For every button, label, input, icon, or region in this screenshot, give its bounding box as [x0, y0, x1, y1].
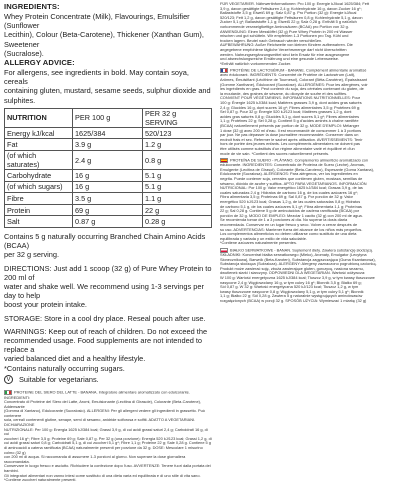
french-line: mode de vie sain. *Contient des sucres naturellement présents. [220, 150, 330, 156]
french-line: Arômes, Émulsifiant (Lécithine de Tournesol), Colorant (Bêta-Carotène), Épaississant [220, 77, 367, 83]
french-line: CONVIENT POUR VÉGÉTARIENS. INFORMATIONS NUTRITIONNELLES: Pour [220, 95, 361, 101]
french-line: 2,4 g; Glucides 16 g, dont sucres 16 g*; Fibres alimentaires 3,5 g; Protéines 69 g; [220, 104, 361, 110]
french-line: par jour. Ne pas dépasser la dose journalière recommandée. Conserver dans un [220, 132, 359, 138]
nutrient-name: Carbohydrate [5, 170, 73, 182]
nutrient-name: Protein [5, 204, 73, 216]
italian-line: Conservare in luogo fresco e asciutto. Richiudere la confezione dopo l'uso. AVVERTENZE: Tenere fuori dalla portata dei bambini. [4, 463, 211, 473]
german-line: *Enthält natürlich vorkommenden Zucker. [220, 60, 292, 66]
vegetarian-row [4, 375, 212, 385]
french-line: 1,1 g; Protéines 22 g; Sel 0,28 g. Contient 5 g d'acides aminés à chaîne ramifiée [220, 118, 359, 124]
polish-line: Produkt może zawierać soję, zboża zawierające gluten, gorczycę, nasiona sezamu, [220, 265, 364, 271]
nutrient-name: (of which saturates) [5, 151, 73, 170]
italian-line: cui acidi grassi saturi 0,8 g; Carboidrati 5,1 g, di cui zuccheri 5,1 g*; Fibre 1,1 g; Proteine 22 g; Sale 0,28 g. Contiene 5 g [4, 440, 211, 446]
nutrition-header-row [5, 108, 212, 127]
italian-line: Concentrato di Proteine del Siero del Latte, Aromi, Emulsionante (Lecitina di Girasole), Colorante (Beta-Carotene), Addensante [4, 399, 202, 409]
nutrient-name: Energy kJ/kcal [5, 127, 73, 139]
warnings-line: varied balanced diet and a healthy lifestyle. [4, 354, 146, 364]
spanish-line: porción de 32 g. MODO DE EMPLEO: Mezclar 1 cacito (32 g) con 200 ml de agua. [220, 212, 363, 218]
directions-line: water and shake well. We recommend using 1-3 servings per day to help [4, 282, 204, 301]
italian-line: *Contiene zuccheri naturalmente presenti. [4, 477, 77, 483]
spanish-block [220, 158, 398, 246]
spanish-line: Se recomienda tomar de 1 a 3 porciones al día. No superar la dosis diaria [220, 217, 348, 223]
allergy-heading: ALLERGY ADVICE: [4, 58, 75, 68]
storage-text: STORAGE: Store in a cool dry place. Reseal pouch after use. [4, 313, 206, 323]
german-line: AUFBEWAHRUNG: Außer Reichweite von kleinen Kindern aufbewahren. Die [220, 42, 353, 48]
per-100g-value: 69 g [73, 204, 143, 216]
spanish-line: Edulcorante (Sucralosa). ALÉRGENOS: Para alérgenos, ver los ingredientes en [220, 171, 358, 177]
spanish-line: Los complementos alimenticios no deben utilizarse como sustituto de una dieta [220, 231, 357, 237]
spanish-line: edulcorante. INGREDIENTES: Concentrado de Proteína de Suero (Leche), Aromas, [220, 162, 365, 168]
italian-line: (Gomma di Xantano), Edulcorante (Sucralosio). ALLERGENI: Per gli allergeni vedere gli ingredienti in grassetto. Può contenere [4, 408, 205, 418]
german-line: vorkommende verzweigtkettige Aminosäuren (BCAA) pro Portion von 32 g. [220, 23, 349, 29]
spanish-line: Fibra alimentaria 3,5 g; Proteínas 69 g; Sal 0,87 g. Por porción de 32 g: Valor [220, 194, 353, 200]
polish-line: Słonecznikowa), Barwnik (Beta-Karoten), Substancja zagęszczająca (Guma Ksantanowa), [220, 256, 376, 262]
french-line: endroit frais et sec. Refermer le sachet après utilisation. AVERTISSEMENTS: Tenir [220, 136, 363, 142]
allergy-text [4, 68, 212, 105]
nutrient-name: Salt [5, 216, 73, 228]
per-serving-value: 1.2 g [143, 139, 212, 151]
per-serving-value: 5.1 g [143, 170, 212, 182]
french-line: (Gomme Xanthane), Édulcorant (Sucralose). ALLERGÈNES: Pour les allergènes, voir [220, 81, 368, 87]
spanish-line: *Contiene azúcares naturalmente presentes. [220, 240, 297, 246]
per-serving-value: 0.28 g [143, 216, 212, 228]
per-100g-value: 0.87 g [73, 216, 143, 228]
vegetarian-label: Suitable for vegetarians. [19, 374, 99, 384]
german-line: angegebene empfohlene tägliche Verzehrsmenge darf nicht überschritten [220, 46, 347, 52]
per-100g-value: 3.9 g [73, 139, 143, 151]
spanish-line: su uso. ADVERTENCIAS: Mantener fuera del alcance de los niños más pequeños. [220, 226, 363, 232]
german-block [220, 2, 398, 66]
spanish-line: PROTEÍNA DE SUERO - PLÁTANO. Complemento alimenticio aromatizado con [230, 157, 369, 163]
spanish-line: 22 g; Sal 0,28 g. Contiene 5 g de aminoácidos de cadena ramificada (BCAA) por [220, 208, 360, 214]
ingredients-text [4, 12, 212, 58]
ingredients-line: Lecithin), Colour (Beta-Carotene), Thickener (Xanthan Gum), Sweetener [4, 30, 204, 49]
nutrition-header: PER 100 g [73, 108, 143, 127]
polish-line: W 100 g: Wartość energetyczna 1625 kJ/384 kcal; Tłuszcz 3,9 g, w tym kwasy tłuszczowe [220, 275, 375, 281]
warnings-line: WARNINGS: Keep out of reach of children. Do not exceed the [4, 326, 208, 336]
per-100g-value: 16 g [73, 181, 143, 193]
italian-line: NUTRIZIONALE: Per 100 g: Energia 1625 kJ/384 kcal; Grassi 3,9 g, di cui acidi grassi saturi 2,4 g; Carboidrati 16 g, di cui [4, 426, 208, 437]
nutrient-name: Fibre [5, 193, 73, 205]
italian-line: con 200 ml di acqua. Si raccomanda di assumere 1-3 porzioni al giorno. Non superare la dose giornaliera raccomandata. [4, 454, 186, 464]
bcaa-note [4, 232, 212, 260]
italian-line: di aminoacidi a catena ramificata (BCAA) naturalmente presenti per porzione da 32 g. DOSE: Mescolare 1 misurino colmo (32 g) [4, 445, 203, 455]
french-line: être utilisés comme substituts d'un régime alimentaire varié et équilibré et d'un [220, 145, 355, 151]
contains-sugars-note: *Contains naturally occurring sugars. [4, 363, 125, 373]
polish-line: dwutlenek siarki i siarczyny. ODPOWIEDNI DLA WEGETARIAN. Wartość odżywcza: [220, 270, 366, 276]
nutrition-row [5, 151, 212, 170]
nutrition-row [5, 139, 212, 151]
french-line: acides gras saturés 0,8 g; Glucides 5,1 g, dont sucres 5,1 g*; Fibres alimentaires [220, 113, 360, 119]
french-line: 100 g: Énergie 1625 kJ/384 kcal; Matières grasses 3,9 g, dont acides gras saturés [220, 100, 362, 105]
directions-line: DIRECTIONS: Just add 1 scoop (32 g) of Pure Whey Protein to 200 ml of [4, 263, 212, 282]
warnings-text [4, 327, 212, 364]
per-100g-value: 2.4 g [73, 151, 143, 170]
french-line: hors de portée des jeunes enfants. Les compléments alimentaires ne doivent pas [220, 141, 360, 147]
per-serving-value: 1.1 g [143, 193, 212, 205]
nutrition-table [4, 108, 212, 228]
nutrition-row [5, 170, 212, 182]
nutrient-name: Fat [5, 139, 73, 151]
multilingual-panel [218, 0, 400, 400]
italian-block [4, 390, 212, 482]
spanish-line: equilibrada y variada y un estilo de vida saludable. [220, 235, 307, 241]
spanish-line: negrita. Puede contener soja, cereales que contienen gluten, mostaza, semillas de [220, 176, 363, 182]
spanish-line: sésamo, dióxido de azufre y sulfitos. APTO PARA VEGETARIANOS. INFORMACIÓN [220, 180, 367, 186]
nutrient-name: (of which sugars) [5, 181, 73, 193]
polish-line: BIAŁKO SERWATKOWE - BANAN. Suplement diety. Zawiera substancję słodzącą. [230, 247, 373, 253]
german-line: 520/123; Fett 1,2 g, davon gesättigte Fettsäuren 0,8 g; Kohlenhydrate 5,1 g, davon [220, 14, 363, 20]
nutrition-row [5, 216, 212, 228]
italian-line: PROTEINE DEL SIERO DEL LATTE - BANANA. Integratore alimentare aromatizzato con edulcorante. INGREDIENTI: [4, 389, 190, 400]
nutrition-header: NUTRITION [5, 108, 73, 127]
french-block [220, 68, 398, 156]
german-line: mischen und gut schütteln. Wir empfehlen 1-3 Portionen pro Tag. Kühl und [220, 33, 349, 39]
german-line: ANWENDUNG: Einen Messlöffel (32 g) Pure Whey Protein in 200 ml Wasser [220, 28, 353, 34]
polish-line: nasycone 2,4 g; Węglowodany 16 g, w tym cukry 16 g*; Błonnik 3,5 g; Białko 69 g; [220, 279, 362, 285]
nutrition-row [5, 204, 212, 216]
nutrition-row [5, 193, 212, 205]
polish-line: Sól 0,87 g. W 32 g: Wartość energetyczna 520 kJ/123 kcal; Tłuszcz 1,2 g, w tym [220, 284, 359, 290]
german-line: Ballaststoffe 3,5 g; Eiweiß 69 g; Salz 0,87 g. Pro Portion (32 g): Energie kJ/kcal [220, 10, 357, 16]
spanish-line: cuales saturadas 2,4 g; Hidratos de carbono 16 g, de los cuales azúcares 16 g*; [220, 189, 358, 195]
bcaa-line: Contains 5 g naturally occurring Branched Chain Amino Acids (BCAA) [4, 231, 206, 251]
spanish-line: energético 520 kJ/123 kcal; Grasas 1,2 g, de las cuales saturadas 0,8 g; Hidratos [220, 199, 361, 204]
directions-text [4, 264, 212, 310]
ingredients-line: (Sucralose). [4, 48, 44, 58]
per-100g-value: 1625/384 [73, 127, 143, 139]
french-line: la moutarde, des graines de sésame, du dioxyde de soufre et des sulfites. [220, 90, 348, 96]
spanish-line: Emulgente (Lecitina de Girasol), Colorante (Beta-Caroteno), Espesante (Goma Xantana), [220, 166, 374, 172]
per-100g-value: 3.5 g [73, 193, 143, 205]
french-line: avec édulcorant. INGRÉDIENTS: Concentré de Protéine de Lactosérum (Lait), [220, 72, 356, 78]
ingredients-heading: INGREDIENTS: [4, 2, 60, 11]
directions-line: boost your protein intake. [4, 300, 87, 310]
per-100g-value: 16 g [73, 170, 143, 182]
nutrition-row [5, 127, 212, 139]
allergy-line: For allergens, see ingredients in bold. May contain soya, cereals [4, 68, 189, 87]
allergy-line: containing gluten, mustard, sesame seeds, sulphur dioxide and sulphites. [4, 86, 211, 105]
italian-line: soia, cereali contenenti glutine, senape, semi di sesamo, anidride solforosa e solfiti. ADATTO A VEGETARIANI. DICHIARAZIONE [4, 417, 196, 428]
polish-line: kwasy tłuszczowe nasycone 0,8 g; Węglowodany 5,1 g, w tym cukry 5,1 g*; Błonnik [220, 288, 364, 294]
german-line: und abwechslungsreiche Ernährung und eine gesunde Lebensweise. [220, 56, 339, 62]
french-line: Sel 0,87 g. Pour 32 g: Énergie 520 kJ/123 kcal; Matières grasses 1,2 g, dont [220, 109, 352, 115]
nutrition-header: PER 32 g SERVING [143, 108, 212, 127]
german-line: trocken lagern. Beutel nach Gebrauch wieder verschließen. [220, 37, 323, 43]
nutrition-row [5, 181, 212, 193]
warnings-line: recommended usage. Food supplements are not intended to replace a [4, 336, 203, 355]
polish-line: rozgałęzionych (BCAA) w porcji 32 g. SPOSÓB UŻYCIA: Wymieszać 1 miarkę (32 g) [220, 298, 367, 303]
german-line: 3,9 g, davon gesättigte Fettsäuren 2,4 g; Kohlenhydrate 16 g, davon Zucker 16 g*; [220, 5, 362, 11]
per-serving-value: 0.8 g [143, 151, 212, 170]
french-line: PROTÉINE DE LACTOSÉRUM - BANANE. Complément alimentaire aromatisé [230, 67, 367, 73]
polish-line: 1,1 g; Białko 22 g; Sól 0,28 g. Zawiera 5 g naturalnie występujących aminokwasów [220, 293, 363, 299]
spanish-line: recomendada. Conservar en un lugar fresco y seco. Volver a cerrar después de [220, 221, 358, 227]
polish-line: Substancja słodząca (Sukraloza). ALERGENY: Alergeny zaznaczono pogrubioną czcionką. [220, 261, 377, 267]
ingredients-line: Whey Protein Concentrate (Milk), Flavourings, Emulsifier (Sunflower [4, 12, 190, 31]
per-serving-value: 5.1 g [143, 181, 212, 193]
french-line: les ingrédients en gras. Peut contenir du soja, des céréales contenant du gluten, de [220, 86, 364, 92]
italian-line: Gli integratori alimentari non vanno intesi come sostituto di una dieta varia ed equilibrata e di uno stile di vita sano. [4, 472, 201, 478]
spanish-line: de carbono 5,1 g, de los cuales azúcares 5,1 g*; Fibra alimentaria 1,1 g; Proteínas [220, 203, 362, 209]
french-line: 1 dose (32 g) avec 200 ml d'eau. Il est recommandé de consommer 1 à 3 portions [220, 127, 362, 133]
italian-line: zuccheri 16 g*; Fibre 3,5 g; Proteine 69 g; Sale 0,87 g. Per 32 g (una porzione): Energia 520 kJ/123 kcal; Grassi 1,2 g, di [4, 435, 212, 441]
per-serving-value: 22 g [143, 204, 212, 216]
bcaa-line: per 32 g serving. [4, 250, 60, 260]
german-line: FÜR VEGETARIER. Nährwertinformationen: Pro 100 g: Energie kJ/kcal 1625/384; Fett [220, 1, 370, 6]
german-line: Zucker 5,1 g*; Ballaststoffe 1,1 g; Eiweiß 22 g; Salz 0,28 g. Enthält 5 g natürlich [220, 19, 357, 25]
polish-block [220, 248, 398, 304]
german-line: werden. Nahrungsergänzungsmittel sind kein Ersatz für eine ausgewogene [220, 51, 350, 57]
french-line: (BCAA) naturellement présents par portion de 32 g. MODE D'EMPLOI: Mélanger [220, 122, 360, 128]
vegetarian-icon: V [4, 375, 13, 384]
polish-line: SKŁADNIKI: Koncentrat białka serwatkowego (Mleko), Aromaty, Emulgator (Lecytyna [220, 252, 367, 258]
per-serving-value: 520/123 [143, 127, 212, 139]
spanish-line: NUTRICIONAL: Por 100 g: Valor energético 1625 kJ/384 kcal; Grasas 3,9 g, de las [220, 185, 363, 191]
